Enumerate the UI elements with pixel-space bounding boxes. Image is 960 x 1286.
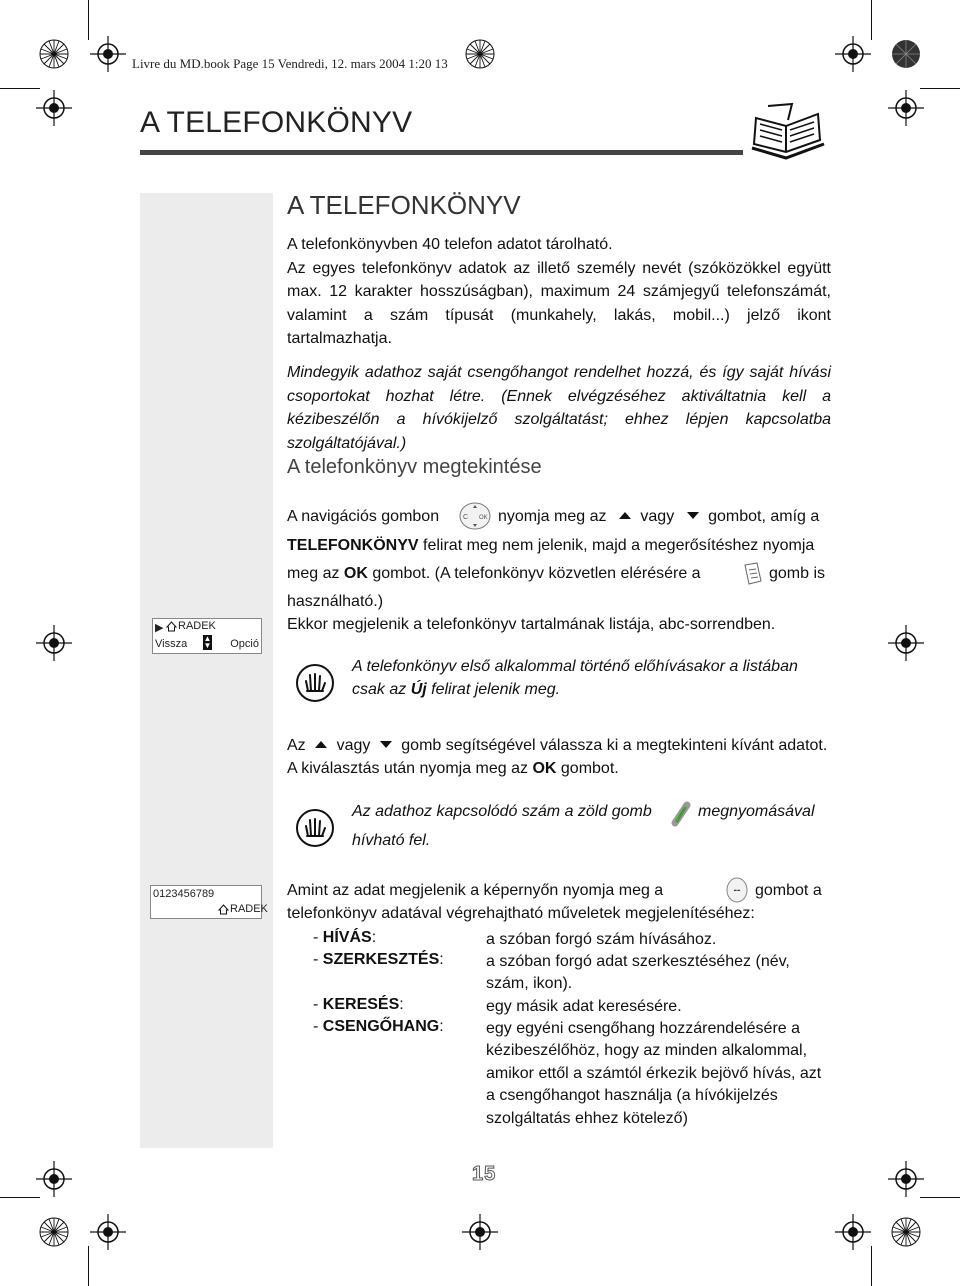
contact-name: RADEK [230, 903, 268, 915]
nav-line-2: TELEFONKÖNYV felirat meg nem jelenik, majd a megerősítéshez nyomja [287, 537, 815, 554]
file-info: Livre du MD.book Page 15 Vendredi, 12. mars 2004 1:20 13 [132, 56, 448, 71]
up-arrow-icon [315, 741, 327, 748]
house-icon [218, 904, 229, 915]
title-rule [140, 150, 743, 155]
nav-line-1: A navigációs gombon [287, 508, 440, 525]
options-key-label: -- [733, 885, 741, 896]
intro-line-2: Az egyes telefonkönyv adatok az illető személy nevét (szóközökkel együtt max. 12 karakter hosszúságban), maximum 24 számjegyű telefonszámát, valamint a szám típusát (munkahely, lakás, mobil...) jelző ikont tartalmazhatja. [287, 259, 831, 348]
note1-line-2: csak az Új felirat jelenik meg. [352, 681, 561, 698]
contact-name: RADEK [178, 620, 216, 632]
up-arrow-icon [619, 512, 631, 519]
running-title: A TELEFONKÖNYV [140, 106, 413, 139]
option-edit: - SZERKESZTÉS: [313, 951, 444, 968]
intro-paragraph [287, 233, 831, 455]
note2-line-1a: Az adathoz kapcsolódó szám a zöld gomb [352, 803, 652, 820]
hand-note-icon [295, 663, 335, 703]
hand-note-icon [295, 808, 335, 848]
nav-line-5: Ekkor megjelenik a telefonkönyv tartalmának listája, abc-sorrendben. [287, 616, 776, 633]
page-number: 15 [472, 1163, 497, 1185]
options-intro-line-1b: gombot a [755, 882, 822, 899]
selection-arrow-icon: ▶ [155, 622, 164, 634]
nav-line-3: meg az OK gombot. (A telefonkönyv közvetlen elérésére a [287, 565, 701, 582]
note2-line-2: hívható fel. [352, 832, 431, 849]
nav-key-c: C [463, 514, 469, 521]
options-intro-line-1: Amint az adat megjelenik a képernyőn nyomja meg a [287, 882, 664, 899]
select-line-2: A kiválasztás után nyomja meg az OK gombot. [287, 760, 619, 777]
options-key-icon [724, 876, 750, 904]
green-call-key-icon [671, 801, 693, 827]
nav-line-3b: gomb is [769, 565, 826, 582]
select-line-1: Az vagy gomb segítségével válassza ki a megtekinteni kívánt adatot. [287, 737, 828, 754]
handset-display-list [152, 618, 262, 654]
down-arrow-icon [380, 741, 392, 748]
house-icon [166, 621, 177, 632]
down-arrow-icon [687, 512, 699, 519]
option-search: - KERESÉS: [313, 996, 404, 1013]
note2-line-1b: megnyomásával [698, 803, 815, 820]
nav-line-1b: nyomja meg az vagy gombot, amíg a [498, 508, 820, 525]
option-call-desc: a szóban forgó szám hívásához. [486, 931, 717, 948]
phonebook-key-icon [742, 561, 764, 587]
scroll-icon: ▲ ▼ [203, 634, 212, 650]
sidebar [140, 193, 273, 1148]
section-title: A TELEFONKÖNYV [287, 190, 521, 220]
intro-line-1: A telefonkönyvben 40 telefon adatot tárolható. [287, 236, 613, 253]
option-ringtone: - CSENGŐHANG: [313, 1018, 444, 1035]
phonebook-icon [748, 100, 828, 162]
softkey-options: Opció [230, 638, 259, 650]
nav-line-4: használható.) [287, 593, 384, 610]
option-edit-desc: a szóban forgó adat szerkesztéséhez (név, szám, ikon). [486, 953, 790, 993]
options-intro-line-2: telefonkönyv adatával végrehajtható műveletek megjelenítéséhez: [287, 905, 755, 922]
ringtone-group-note: Mindegyik adathoz saját csengőhangot rendelhet hozzá, és így saját hívási csoportokat hozhat létre. (Ennek elvégzéséhez aktiváltatnia kell a kézibeszélőn a hívókijelző szolgáltatást; ehhez lépjen kapcsolatba szolgáltatójával.) [287, 363, 831, 452]
option-ringtone-desc: egy egyéni csengőhang hozzárendelésére a kézibeszélőhöz, hogy az minden alkalommal, amikor ettől a számtól érkezik bejövő hívás, azt a csengőhangot használja (a hívókijelzés szolgáltatás ehhez kötelező) [486, 1020, 822, 1127]
softkey-back: Vissza [155, 638, 188, 650]
navigation-key-icon [458, 501, 492, 531]
nav-key-ok: OK [479, 515, 488, 521]
note1-line-1: A telefonkönyv első alkalommal történő előhívásakor a listában [352, 658, 798, 675]
contact-number: 0123456789 [153, 888, 215, 900]
option-call: - HÍVÁS: [313, 929, 377, 946]
handset-display-entry [150, 885, 268, 919]
subsection-title: A telefonkönyv megtekintése [287, 456, 542, 478]
option-search-desc: egy másik adat keresésére. [486, 998, 682, 1015]
